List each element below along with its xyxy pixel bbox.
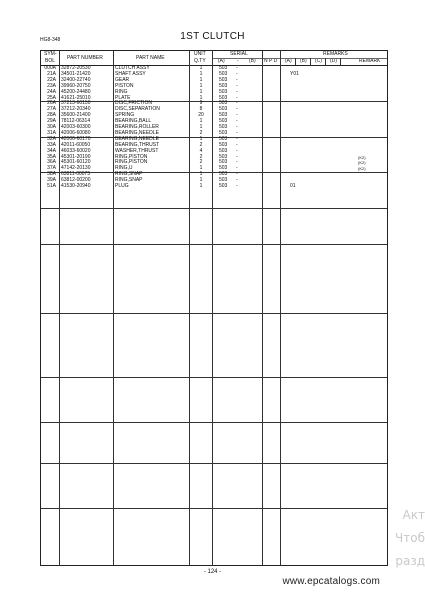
header-serial-b: (B) (249, 58, 256, 64)
symbol-cell: 38A (47, 171, 56, 178)
serial-dash-cell: - (236, 141, 238, 148)
qty-cell: 1 (199, 118, 203, 125)
qty-cell: 8 (199, 106, 203, 113)
header-remark: REMARK (359, 58, 381, 64)
header-qty: Q.TY (194, 58, 206, 64)
symbol-cell: 25A (47, 94, 56, 101)
part-name-cell: CLUTCH ASSY (115, 65, 150, 71)
header-remarks-d: (D) (330, 58, 337, 64)
symbol-cell: 000A (44, 65, 56, 71)
serial-a-cell: 503 (219, 183, 228, 189)
symbol-cell: 29A (47, 118, 56, 125)
parts-table (40, 50, 388, 566)
serial-a-cell: 503 (219, 135, 228, 142)
qty-cell: 1 (199, 70, 203, 77)
part-name-cell: SHAFT ASSY (115, 70, 146, 77)
remark-cell: (K2) (358, 160, 366, 166)
part-number-cell: 63812-00200 (61, 177, 91, 184)
part-number-cell: 45200-24480 (61, 88, 91, 95)
part-number-cell: 45301-20190 (61, 153, 91, 160)
qty-cell: 1 (199, 88, 203, 95)
part-number-cell: 42003-60300 (61, 124, 91, 130)
serial-a-cell: 503 (219, 165, 228, 172)
symbol-cell: 27A (47, 106, 56, 113)
symbol-cell: 51A (47, 183, 56, 189)
part-number-cell: 34501-21420 (61, 70, 91, 77)
part-name-cell: SPRING (115, 112, 135, 119)
qty-cell: 1 (199, 183, 203, 189)
serial-dash-cell: - (236, 76, 238, 83)
qty-cell: 1 (199, 171, 203, 178)
symbol-cell: 22A (47, 76, 56, 83)
qty-cell: 2 (199, 153, 203, 160)
page-title: 1ST CLUTCH (180, 31, 245, 42)
part-name-cell: DISC,FRICTION (115, 100, 152, 107)
serial-dash-cell: - (236, 183, 238, 189)
part-number-cell: 37212-20340 (61, 106, 91, 113)
serial-dash-cell: - (236, 118, 238, 125)
serial-dash-cell: - (236, 88, 238, 95)
serial-dash-cell: - (236, 100, 238, 107)
remarks-b-cell: Y01 (290, 70, 299, 77)
serial-dash-cell: - (236, 153, 238, 160)
table-row (41, 184, 387, 190)
serial-a-cell: 503 (219, 106, 228, 113)
serial-dash-cell: - (236, 147, 238, 154)
header-serial-dash: - (237, 58, 239, 64)
page-number: - 124 - (203, 569, 222, 575)
doc-code: HG8-348 (40, 37, 61, 43)
serial-dash-cell: - (236, 112, 238, 119)
serial-a-cell: 503 (219, 112, 228, 119)
part-number-cell: 37213-60150 (61, 100, 91, 107)
part-number-cell: 46033-60020 (61, 147, 91, 154)
part-name-cell: RING,PISTON (115, 153, 148, 160)
watermark-site[interactable]: www.epcatalogs.com (282, 576, 380, 587)
part-name-cell: PLUG (115, 183, 129, 189)
qty-cell: 1 (199, 135, 203, 142)
part-name-cell: RING,SNAP (115, 171, 143, 178)
part-number-cell: 41530-20940 (61, 183, 91, 189)
group-divider (41, 463, 387, 464)
qty-cell: 1 (199, 82, 203, 89)
header-remarks: REMARKS (323, 51, 348, 57)
serial-a-cell: 503 (219, 171, 228, 178)
symbol-cell: 34A (47, 147, 56, 154)
part-name-cell: RING,SNAP (115, 177, 143, 184)
qty-cell: 1 (199, 65, 203, 71)
part-name-cell: RING (115, 88, 128, 95)
symbol-cell: 32A (47, 135, 56, 142)
serial-a-cell: 503 (219, 70, 228, 77)
header-sym: SYM- (44, 51, 57, 57)
symbol-cell: 26A (47, 100, 56, 107)
part-number-cell: 35600-21400 (61, 112, 91, 119)
group-divider (41, 422, 387, 423)
symbol-cell: 30A (47, 124, 56, 130)
part-name-cell: PISTON (115, 82, 134, 89)
symbol-cell: 37A (47, 165, 56, 172)
part-name-cell: GEAR (115, 76, 130, 83)
watermark-text: Чтоб (395, 531, 425, 545)
serial-a-cell: 503 (219, 65, 228, 71)
serial-a-cell: 503 (219, 153, 228, 160)
header-sym-2: BOL (45, 58, 56, 64)
serial-dash-cell: - (236, 106, 238, 113)
header-serial-a: (A) (218, 58, 225, 64)
serial-a-cell: 503 (219, 76, 228, 83)
watermark-text: разд (395, 554, 425, 568)
header-remarks-c: (C) (315, 58, 322, 64)
part-name-cell: DISC,SEPARATION (115, 106, 160, 113)
serial-a-cell: 503 (219, 141, 228, 148)
part-number-cell: 42006-60170 (61, 135, 91, 142)
part-number-cell: 39960-20750 (61, 82, 91, 89)
serial-a-cell: 503 (219, 159, 228, 166)
part-number-cell: 63811-00075 (61, 171, 91, 178)
part-name-cell: BEARING,THRUST (115, 141, 160, 148)
part-name-cell: BEARING,BALL (115, 118, 152, 125)
serial-dash-cell: - (236, 94, 238, 101)
symbol-cell: 21A (47, 70, 56, 77)
header-subdivider (212, 58, 387, 59)
qty-cell: 20 (198, 112, 204, 119)
qty-cell: 1 (199, 165, 203, 172)
serial-dash-cell: - (236, 124, 238, 130)
serial-dash-cell: - (236, 171, 238, 178)
qty-cell: 9 (199, 100, 203, 107)
remark-cell: (K2) (358, 166, 366, 172)
part-number-cell: 78112-06314 (61, 118, 91, 125)
serial-dash-cell: - (236, 177, 238, 184)
part-number-cell: 42011-60050 (61, 141, 91, 148)
symbol-cell: 36A (47, 159, 56, 166)
qty-cell: 1 (199, 124, 203, 130)
group-divider (41, 377, 387, 378)
qty-cell: 2 (199, 141, 203, 148)
col-divider (340, 58, 341, 65)
serial-dash-cell: - (236, 129, 238, 136)
part-name-cell: WASHER,THRUST (115, 147, 159, 154)
header-remarks-a: (A) (285, 58, 292, 64)
serial-a-cell: 503 (219, 94, 228, 101)
serial-dash-cell: - (236, 82, 238, 89)
part-number-cell: 41621-25010 (61, 94, 91, 101)
part-number-cell: 32872-20530 (61, 65, 91, 71)
group-divider (41, 208, 387, 209)
qty-cell: 1 (199, 177, 203, 184)
group-divider (41, 244, 387, 245)
header-unit: UNIT (194, 51, 206, 57)
symbol-cell: 28A (47, 112, 56, 119)
serial-dash-cell: - (236, 165, 238, 172)
serial-a-cell: 503 (219, 88, 228, 95)
watermark-text: Акт (402, 508, 425, 522)
serial-a-cell: 503 (219, 177, 228, 184)
serial-a-cell: 503 (219, 82, 228, 89)
serial-a-cell: 503 (219, 118, 228, 125)
symbol-cell: 31A (47, 129, 56, 136)
serial-a-cell: 503 (219, 129, 228, 136)
part-number-cell: 45301-60120 (61, 159, 91, 166)
col-divider (310, 58, 311, 65)
symbol-cell: 23A (47, 82, 56, 89)
qty-cell: 2 (199, 159, 203, 166)
qty-cell: 1 (199, 94, 203, 101)
symbol-cell: 35A (47, 153, 56, 160)
symbol-cell: 33A (47, 141, 56, 148)
remark-cell: (K2) (358, 154, 366, 160)
header-serial: SERIAL (230, 51, 248, 57)
group-divider (41, 508, 387, 509)
serial-dash-cell: - (236, 135, 238, 142)
serial-dash-cell: - (236, 65, 238, 71)
serial-dash-cell: - (236, 70, 238, 77)
header-part-number: PART NUMBER (67, 55, 103, 61)
part-number-cell: 32400-22740 (61, 76, 91, 83)
col-divider (295, 58, 296, 65)
part-name-cell: BEARING,NEEDLE (115, 135, 159, 142)
serial-dash-cell: - (236, 159, 238, 166)
part-name-cell: RING,PISTON (115, 159, 148, 166)
part-name-cell: BEARING,NEEDLE (115, 129, 159, 136)
part-number-cell: 42006-60080 (61, 129, 91, 136)
qty-cell: 4 (199, 147, 203, 154)
qty-cell: 2 (199, 129, 203, 136)
serial-a-cell: 503 (219, 124, 228, 130)
table-header (41, 51, 387, 66)
col-divider (325, 58, 326, 65)
symbol-cell: 24A (47, 88, 56, 95)
group-divider (41, 313, 387, 314)
symbol-cell: 39A (47, 177, 56, 184)
serial-a-cell: 503 (219, 100, 228, 107)
part-name-cell: PLATE (115, 94, 131, 101)
part-name-cell: RING,U (115, 165, 133, 172)
part-number-cell: 47142-20130 (61, 165, 91, 172)
header-remarks-b: (B) (300, 58, 307, 64)
header-part-name: PART NAME (136, 55, 165, 61)
header-npd: N P D (264, 58, 278, 64)
qty-cell: 1 (199, 76, 203, 83)
serial-a-cell: 503 (219, 147, 228, 154)
remarks-b-cell: 01 (290, 183, 296, 189)
part-name-cell: BEARING,ROLLER (115, 124, 159, 130)
